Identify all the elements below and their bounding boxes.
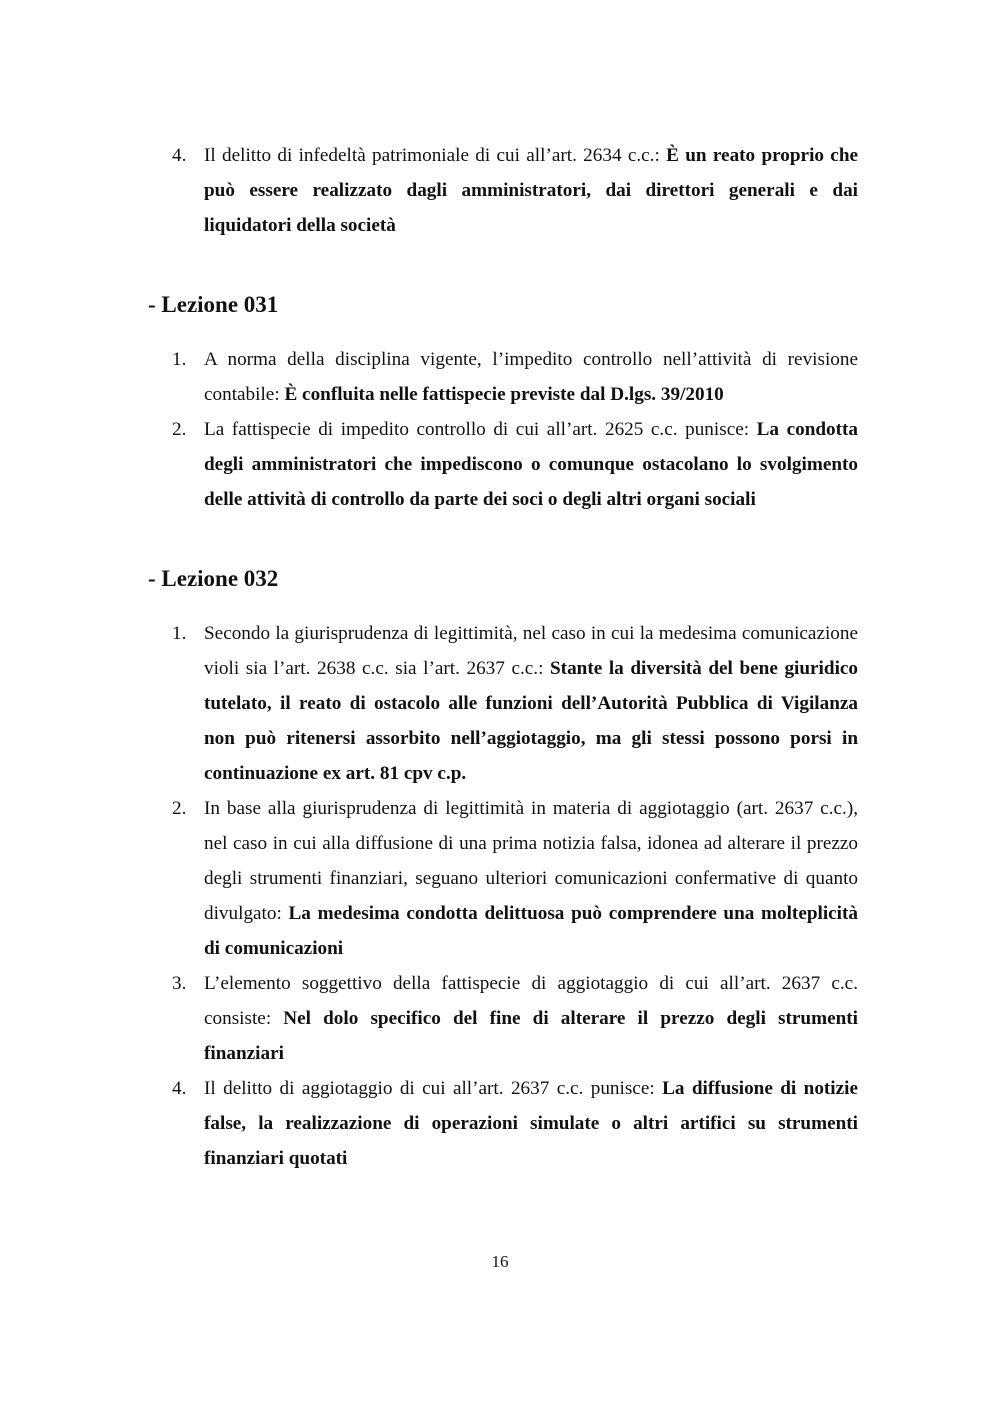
spacer: [148, 320, 858, 342]
section-list-lezione-032: [148, 616, 858, 1176]
item-question: Il delitto di aggiotaggio di cui all’art. 2637 c.c. punisce:: [204, 1078, 663, 1099]
spacer: [148, 517, 858, 564]
intro-list: [148, 138, 858, 243]
list-item: [148, 342, 858, 412]
list-item: [148, 412, 858, 517]
item-answer: Nel dolo specifico del fine di alterare il prezzo degli strumenti finanziari: [204, 1008, 858, 1064]
list-item: [148, 791, 858, 966]
spacer: [148, 243, 858, 290]
item-number: 3.: [172, 973, 187, 994]
item-question: Il delitto di infedeltà patrimoniale di cui all’art. 2634 c.c.:: [204, 145, 667, 166]
section-heading-lezione-031: - Lezione 031: [148, 292, 279, 317]
item-question: In base alla giurisprudenza di legittimità in materia di aggiotaggio (art. 2637 c.c.), nel caso in cui alla diffusione di una prima notizia falsa, idonea ad alterare il prezzo degli strumenti finanziari, seguano ulteriori comunicazioni confermative di quanto divulgato:: [204, 798, 858, 924]
item-answer: La condotta degli amministratori che impediscono o comunque ostacolano lo svolgimento delle attività di controllo da parte dei soci o degli altri organi sociali: [204, 419, 859, 510]
list-item: [148, 1071, 858, 1176]
item-answer: È confluita nelle fattispecie previste dal D.lgs. 39/2010: [284, 384, 724, 405]
item-number: 4.: [172, 1078, 187, 1099]
item-answer: La medesima condotta delittuosa può comprendere una molteplicità di comunicazioni: [204, 903, 858, 959]
section-heading-lezione-032: - Lezione 032: [148, 566, 279, 591]
section-list-lezione-031: [148, 342, 858, 517]
item-question: A norma della disciplina vigente, l’impedito controllo nell’attività di revisione contabile:: [204, 349, 858, 405]
item-answer: È un reato proprio che può essere realizzato dagli amministratori, dai direttori generali e dai liquidatori della società: [204, 145, 859, 236]
spacer: [148, 594, 858, 616]
list-item: [148, 966, 858, 1071]
item-answer: La diffusione di notizie false, la realizzazione di operazioni simulate o altri artifici su strumenti finanziari quotati: [204, 1078, 859, 1169]
item-question: Secondo la giurisprudenza di legittimità, nel caso in cui la medesima comunicazione violi sia l’art. 2638 c.c. sia l’art. 2637 c.c.:: [204, 623, 858, 679]
page-content: [148, 138, 858, 1176]
item-question: L’elemento soggettivo della fattispecie di aggiotaggio di cui all’art. 2637 c.c. consiste:: [204, 973, 858, 1029]
list-item: [148, 616, 858, 791]
item-answer: Stante la diversità del bene giuridico tutelato, il reato di ostacolo alle funzioni dell’Autorità Pubblica di Vigilanza non può ritenersi assorbito nell’aggiotaggio, ma gli stessi possono porsi in continuazione ex art. 81 cpv c.p.: [204, 658, 859, 784]
item-number: 1.: [172, 349, 187, 370]
item-question: La fattispecie di impedito controllo di cui all’art. 2625 c.c. punisce:: [204, 419, 757, 440]
item-number: 4.: [172, 145, 187, 166]
item-number: 1.: [172, 623, 187, 644]
item-number: 2.: [172, 798, 187, 819]
list-item: [148, 138, 858, 243]
item-number: 2.: [172, 419, 187, 440]
page-number: 16: [491, 1252, 509, 1271]
